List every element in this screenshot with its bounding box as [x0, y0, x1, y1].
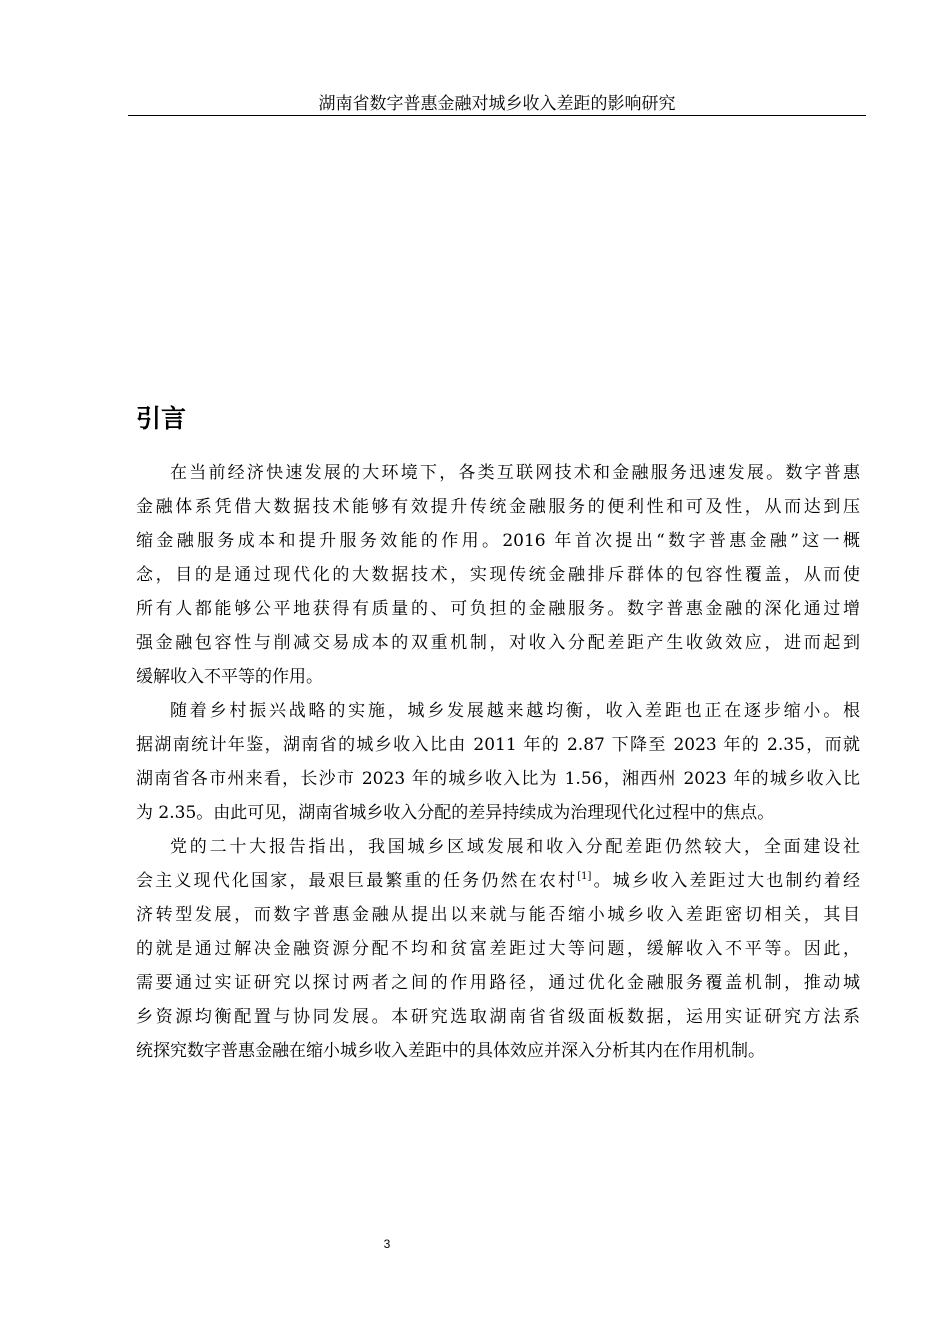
text-line: 缓解收入不平等的作用。	[136, 667, 323, 687]
paragraph-3	[136, 830, 860, 1068]
text-line: 所有人都能够公平地获得有质量的、可负担的金融服务。数字普惠金融的深化通过增	[136, 599, 860, 619]
paragraph-1	[136, 456, 860, 694]
text-line: 需要通过实证研究以探讨两者之间的作用路径，通过优化金融服务覆盖机制，推动城	[136, 973, 860, 993]
text-line: 湖南省各市州来看，长沙市 2023 年的城乡收入比为 1.56，湘西州 2023 年的城乡收入比	[136, 769, 860, 789]
text-line: 缩金融服务成本和提升服务效能的作用。2016 年首次提出“数字普惠金融”这一概	[136, 531, 860, 551]
text-line: 念，目的是通过现代化的大数据技术，实现传统金融排斥群体的包容性覆盖，从而使	[136, 565, 860, 585]
text-line: 随着乡村振兴战略的实施，城乡发展越来越均衡，收入差距也正在逐步缩小。根	[170, 701, 860, 721]
citation-marker[interactable]: [1]	[577, 871, 592, 882]
text-line: 乡资源均衡配置与协同发展。本研究选取湖南省省级面板数据，运用实证研究方法系	[136, 1007, 860, 1027]
text-line: 强金融包容性与削减交易成本的双重机制，对收入分配差距产生收敛效应，进而起到	[136, 633, 860, 653]
header-rule	[128, 115, 866, 116]
text-line	[136, 864, 860, 898]
section-title: 引言	[136, 404, 187, 433]
text-line: 为 2.35。由此可见，湖南省城乡收入分配的差异持续成为治理现代化过程中的焦点。	[136, 803, 775, 823]
text-line: 在当前经济快速发展的大环境下，各类互联网技术和金融服务迅速发展。数字普惠	[170, 463, 860, 483]
page-number: 3	[383, 1237, 391, 1251]
text-line: 济转型发展，而数字普惠金融从提出以来就与能否缩小城乡收入差距密切相关，其目	[136, 905, 860, 925]
text-fragment: 会主义现代化国家，最艰巨最繁重的任务仍然在农村	[136, 871, 578, 891]
body-text	[136, 456, 860, 1068]
text-line: 统探究数字普惠金融在缩小城乡收入差距中的具体效应并深入分析其内在作用机制。	[136, 1041, 765, 1061]
text-line: 据湖南统计年鉴，湖南省的城乡收入比由 2011 年的 2.87 下降至 2023 年的 2.35，而就	[136, 735, 860, 755]
paragraph-2	[136, 694, 860, 830]
text-line: 党的二十大报告指出，我国城乡区域发展和收入分配差距仍然较大，全面建设社	[170, 837, 860, 857]
running-header: 湖南省数字普惠金融对城乡收入差距的影响研究	[318, 94, 676, 114]
text-line: 金融体系凭借大数据技术能够有效提升传统金融服务的便利性和可及性，从而达到压	[136, 497, 860, 517]
text-fragment: 。城乡收入差距过大也制约着经	[591, 871, 861, 891]
text-line: 的就是通过解决金融资源分配不均和贫富差距过大等问题，缓解收入不平等。因此，	[136, 939, 860, 959]
